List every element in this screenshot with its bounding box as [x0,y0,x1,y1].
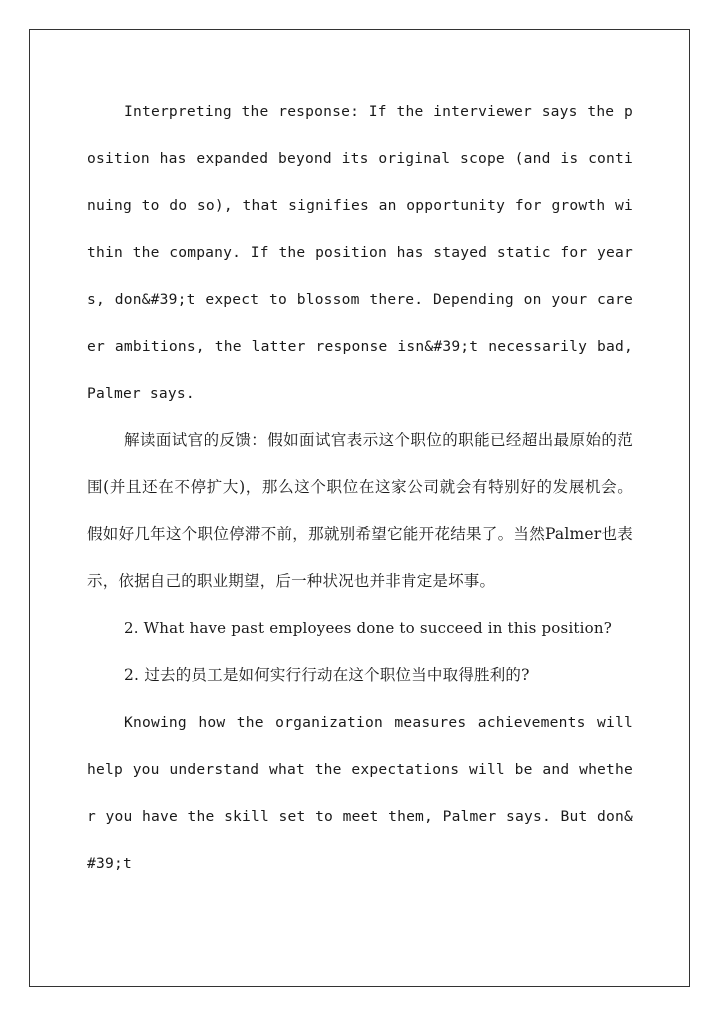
paragraph-knowing-organization: Knowing how the organization measures achievements will help you understand what the expectations will be and whether you have the skill set to meet them, Palmer says. But don&#39;t [87,714,633,872]
document-body [87,88,633,887]
question-2-english: 2. What have past employees done to succeed in this position? [124,619,612,637]
question-2-chinese: 2. 过去的员工是如何实行行动在这个职位当中取得胜利的? [124,666,530,684]
paragraph-interpreting-response: Interpreting the response: If the interviewer says the position has expanded beyond its original scope (and is continuing to do so), that signifies an opportunity for growth within the company. If the position has stayed static for years, don&#39;t expect to blossom there. Depending on your career ambitions, the latter response isn&#39;t necessarily bad, Palmer says. [87,103,633,402]
paragraph-chinese-interpretation: 解读面试官的反馈：假如面试官表示这个职位的职能已经超出最原始的范围(并且还在不停扩大)，那么这个职位在这家公司就会有特别好的发展机会。假如好几年这个职位停滞不前，那就别希望它能开花结果了。当然Palmer也表示，依据自己的职业期望，后一种状况也并非肯定是坏事。 [87,431,633,590]
